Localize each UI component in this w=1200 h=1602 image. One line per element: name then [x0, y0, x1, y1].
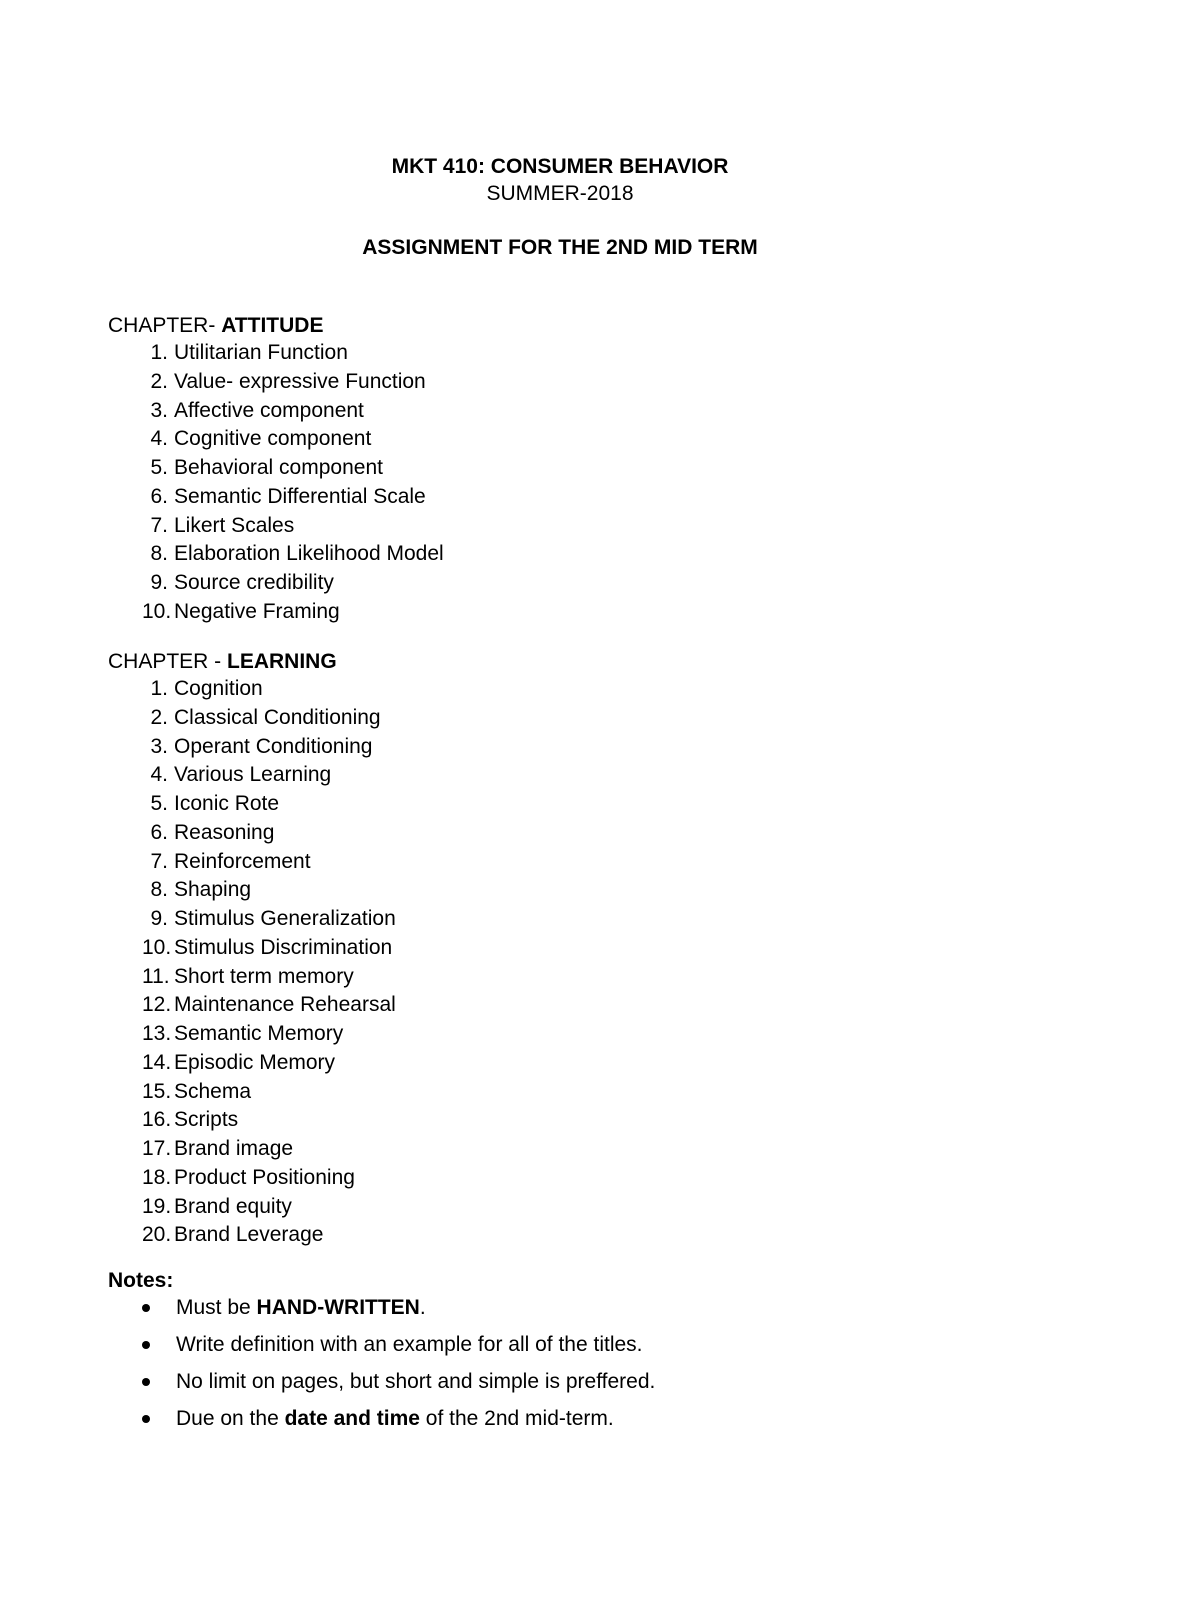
list-item: [142, 1049, 396, 1078]
item-number: 8.: [150, 878, 168, 902]
item-text: Schema: [174, 1079, 252, 1103]
bullet-icon: [142, 1415, 150, 1423]
list-item: [142, 483, 444, 512]
item-number: 10.: [142, 599, 172, 623]
item-number: 4.: [150, 763, 168, 787]
list-item: [142, 1106, 396, 1135]
item-number: 5.: [150, 456, 168, 479]
notes-title: Notes:: [108, 1269, 174, 1292]
term-label: SUMMER-2018: [486, 182, 634, 205]
item-number: 12.: [142, 993, 172, 1017]
item-text: Elaboration Likelihood Model: [174, 542, 444, 566]
item-text: Negative Framing: [174, 599, 340, 623]
item-number: 3.: [150, 398, 168, 422]
note-text-before: Must be: [176, 1296, 257, 1319]
item-text: Reinforcement: [174, 849, 311, 873]
note-item: [142, 1405, 655, 1442]
list-item: [142, 934, 396, 963]
chapter-heading-learning: [108, 648, 337, 676]
item-text: Brand equity: [174, 1194, 292, 1218]
item-text: Source credibility: [174, 571, 334, 594]
list-item: [142, 512, 444, 541]
item-number: 2.: [150, 705, 168, 729]
item-text: Product Positioning: [174, 1165, 355, 1189]
item-text: Cognition: [174, 677, 263, 700]
note-item: [142, 1331, 655, 1368]
item-text: Cognitive component: [174, 427, 372, 451]
item-number: 1.: [150, 677, 168, 700]
list-item: [142, 1078, 396, 1107]
item-number: 19.: [142, 1194, 172, 1218]
item-text: Affective component: [174, 398, 364, 422]
list-item: [142, 1193, 396, 1222]
item-text: Scripts: [174, 1108, 239, 1132]
list-item: [142, 819, 396, 848]
item-text: Iconic Rote: [174, 792, 280, 815]
note-item: [142, 1368, 655, 1405]
note-text-after: .: [419, 1296, 426, 1319]
note-text-before: Write definition with an example for all of the titles.: [176, 1333, 643, 1356]
chapter-prefix: CHAPTER -: [108, 650, 228, 673]
item-number: 7.: [150, 849, 168, 873]
item-number: 14.: [142, 1050, 172, 1074]
list-item: [142, 1221, 396, 1250]
item-text: Utilitarian Function: [174, 341, 348, 364]
chapter-prefix: CHAPTER-: [108, 314, 222, 337]
note-text-bold: HAND-WRITTEN: [256, 1296, 420, 1319]
note-text-after: of the 2nd mid-term.: [419, 1407, 614, 1430]
item-text: Value- expressive Function: [174, 369, 426, 393]
bullet-icon: [142, 1304, 150, 1312]
bullet-icon: [142, 1378, 150, 1386]
item-text: Various Learning: [174, 763, 332, 787]
item-text: Shaping: [174, 878, 252, 902]
item-number: 15.: [142, 1079, 172, 1103]
item-text: Brand image: [174, 1137, 294, 1160]
list-item: [142, 368, 444, 397]
list-item: [142, 704, 396, 733]
list-item: [142, 598, 444, 627]
item-number: 6.: [150, 484, 168, 508]
item-text: Operant Conditioning: [174, 734, 373, 758]
notes-list: [142, 1294, 655, 1442]
item-number: 13.: [142, 1022, 172, 1045]
bullet-icon: [142, 1341, 150, 1349]
item-text: Semantic Memory: [174, 1022, 344, 1045]
item-number: 11.: [142, 964, 170, 988]
item-text: Short term memory: [174, 964, 354, 988]
list-item: [142, 991, 396, 1020]
item-number: 9.: [150, 571, 168, 594]
note-item: [142, 1294, 655, 1331]
chapter-name: ATTITUDE: [221, 314, 324, 337]
item-text: Semantic Differential Scale: [174, 484, 426, 508]
list-item: [142, 905, 396, 934]
assignment-title: ASSIGNMENT FOR THE 2ND MID TERM: [362, 236, 758, 259]
list-item: [142, 1020, 396, 1049]
list-item: [142, 540, 444, 569]
item-number: 5.: [150, 792, 168, 815]
note-text-before: Due on the: [176, 1407, 285, 1430]
item-text: Brand Leverage: [174, 1223, 324, 1247]
list-item: [142, 675, 396, 704]
note-text-bold: date and time: [284, 1407, 420, 1430]
list-item: [142, 454, 444, 483]
list-item: [142, 569, 444, 598]
list-item: [142, 790, 396, 819]
item-number: 16.: [142, 1108, 172, 1132]
list-item: [142, 733, 396, 762]
list-item: [142, 397, 444, 426]
item-number: 1.: [150, 341, 168, 364]
list-item: [142, 963, 396, 992]
list-item: [142, 1135, 396, 1164]
course-title: MKT 410: CONSUMER BEHAVIOR: [391, 155, 729, 178]
item-text: Stimulus Generalization: [174, 907, 396, 930]
item-number: 9.: [150, 907, 168, 930]
item-number: 8.: [150, 542, 168, 566]
item-number: 17.: [142, 1137, 172, 1160]
item-text: Maintenance Rehearsal: [174, 993, 396, 1017]
item-number: 7.: [150, 513, 168, 537]
item-number: 3.: [150, 734, 168, 758]
item-number: 20.: [142, 1223, 172, 1247]
list-item: [142, 848, 396, 877]
chapter-name: LEARNING: [227, 650, 337, 673]
item-number: 10.: [142, 935, 172, 959]
item-text: Behavioral component: [174, 456, 383, 479]
item-number: 2.: [150, 369, 168, 393]
item-text: Episodic Memory: [174, 1050, 336, 1074]
list-item: [142, 761, 396, 790]
item-number: 18.: [142, 1165, 172, 1189]
note-text-before: No limit on pages, but short and simple is preffered.: [176, 1370, 656, 1393]
list-item: [142, 339, 444, 368]
list-item: [142, 1164, 396, 1193]
item-number: 4.: [150, 427, 168, 451]
item-text: Classical Conditioning: [174, 705, 381, 729]
attitude-topic-list: [142, 339, 444, 627]
item-text: Stimulus Discrimination: [174, 935, 393, 959]
item-number: 6.: [150, 820, 168, 844]
item-text: Likert Scales: [174, 513, 295, 537]
learning-topic-list: [142, 675, 396, 1250]
chapter-heading-attitude: [108, 312, 323, 340]
list-item: [142, 425, 444, 454]
list-item: [142, 876, 396, 905]
item-text: Reasoning: [174, 820, 275, 844]
